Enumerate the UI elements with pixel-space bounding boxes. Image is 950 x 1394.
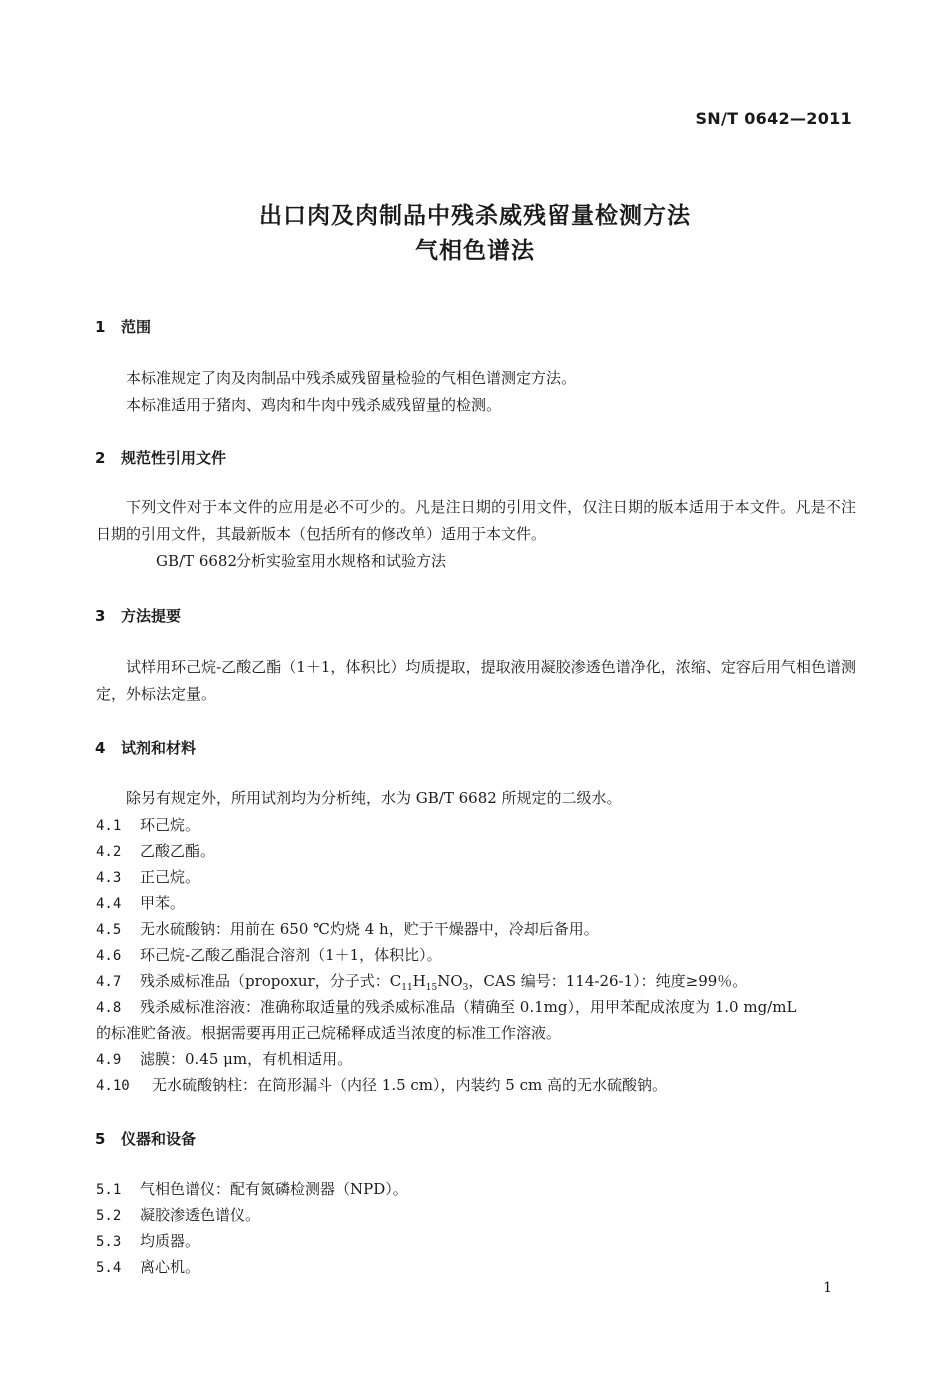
list-item <box>96 890 185 918</box>
item-number: 5.2 <box>96 1208 122 1224</box>
item-number: 4.6 <box>96 948 122 964</box>
item-number: 5.1 <box>96 1182 122 1198</box>
section-1-paragraph-1: 本标准规定了肉及肉制品中残杀威残留量检验的气相色谱测定方法。 <box>126 369 577 387</box>
list-item <box>96 1176 408 1204</box>
item-text: H <box>412 972 426 990</box>
document-subtitle: 气相色谱法 <box>415 238 535 264</box>
item-text: NO <box>437 972 463 990</box>
list-item <box>96 916 599 944</box>
item-number: 4.1 <box>96 818 122 834</box>
section-3-paragraph-1: 试样用环己烷-乙酸乙酯（1＋1，体积比）均质提取，提取液用凝胶渗透色谱净化，浓缩、定容后用气相色谱测定，外标法定量。 <box>96 658 856 703</box>
standard-number: SN/T 0642—2011 <box>695 109 852 128</box>
document-title: 出口肉及肉制品中残杀威残留量检测方法 <box>259 203 691 229</box>
item-number: 4.2 <box>96 844 122 860</box>
page-number: 1 <box>823 1280 832 1296</box>
section-1-heading <box>95 316 151 337</box>
list-item <box>96 864 200 892</box>
list-item <box>96 942 442 970</box>
section-title: 方法提要 <box>121 607 182 625</box>
item-number: 4.10 <box>96 1078 130 1094</box>
list-item <box>96 994 796 1022</box>
item-text: 环己烷-乙酸乙酯混合溶剂（1＋1，体积比）。 <box>140 946 442 964</box>
item-text: 离心机。 <box>140 1258 201 1276</box>
section-2-heading <box>95 447 226 468</box>
section-title: 仪器和设备 <box>121 1130 197 1148</box>
list-item <box>96 1228 200 1256</box>
item-text: 气相色谱仪：配有氮磷检测器（NPD）。 <box>140 1180 408 1198</box>
item-text: 的标准贮备液。根据需要再用正己烷稀释成适当浓度的标准工作溶液。 <box>96 1024 562 1042</box>
subscript: 15 <box>425 983 438 993</box>
list-item <box>96 1072 667 1100</box>
section-1-paragraph-2: 本标准适用于猪肉、鸡肉和牛肉中残杀威残留量的检测。 <box>126 396 502 414</box>
item-text: 凝胶渗透色谱仪。 <box>140 1206 261 1224</box>
section-4-heading <box>95 737 196 758</box>
item-number: 4.7 <box>96 974 122 990</box>
list-item-continuation <box>96 1020 561 1047</box>
list-item <box>96 838 215 866</box>
item-text: 环己烷。 <box>140 816 201 834</box>
item-text: 均质器。 <box>140 1232 201 1250</box>
section-2-paragraph-1: 下列文件对于本文件的应用是必不可少的。凡是注日期的引用文件，仅注日期的版本适用于本文件。凡是不注日期的引用文件，其最新版本（包括所有的修改单）适用于本文件。 <box>96 498 856 543</box>
subscript: 11 <box>401 983 413 993</box>
section-number: 1 <box>95 318 106 336</box>
item-number: 5.3 <box>96 1234 122 1250</box>
item-text: 残杀威标准品（propoxur，分子式：C <box>140 972 402 990</box>
section-title: 试剂和材料 <box>121 739 197 757</box>
section-5-heading <box>95 1128 196 1149</box>
section-number: 4 <box>95 739 106 757</box>
item-text: 甲苯。 <box>140 894 186 912</box>
item-number: 4.8 <box>96 1000 122 1016</box>
normative-reference <box>96 548 856 575</box>
section-number: 5 <box>95 1130 106 1148</box>
reference-code: GB/T 6682 <box>156 552 238 570</box>
item-number: 4.5 <box>96 922 122 938</box>
item-text: 残杀威标准溶液：准确称取适量的残杀威标准品（精确至 0.1mg），用甲苯配成浓度为 1.0 mg/mL <box>140 998 797 1016</box>
item-text: 无水硫酸钠柱：在筒形漏斗（内径 1.5 cm），内装约 5 cm 高的无水硫酸钠。 <box>152 1076 667 1094</box>
item-text: ，CAS 编号：114-26-1）：纯度≥99％。 <box>468 972 748 990</box>
section-title: 范围 <box>121 318 152 336</box>
section-number: 2 <box>95 449 106 467</box>
subscript: 3 <box>462 983 469 993</box>
list-item <box>96 1202 260 1230</box>
item-number: 4.3 <box>96 870 122 886</box>
list-item <box>96 1254 200 1282</box>
list-item <box>96 812 200 840</box>
item-text: 正己烷。 <box>140 868 201 886</box>
item-number: 5.4 <box>96 1260 122 1276</box>
item-text: 乙酸乙酯。 <box>140 842 216 860</box>
item-text: 滤膜：0.45 μm，有机相适用。 <box>140 1050 353 1068</box>
section-title: 规范性引用文件 <box>121 449 227 467</box>
item-number: 4.4 <box>96 896 122 912</box>
section-4-intro: 除另有规定外，所用试剂均为分析纯，水为 GB/T 6682 所规定的二级水。 <box>126 789 622 807</box>
section-3-heading <box>95 605 181 626</box>
section-number: 3 <box>95 607 106 625</box>
item-text: 无水硫酸钠：用前在 650 ℃灼烧 4 h，贮于干燥器中，冷却后备用。 <box>140 920 599 938</box>
reference-title: 分析实验室用水规格和试验方法 <box>236 552 447 570</box>
item-number: 4.9 <box>96 1052 122 1068</box>
list-item <box>96 1046 352 1074</box>
